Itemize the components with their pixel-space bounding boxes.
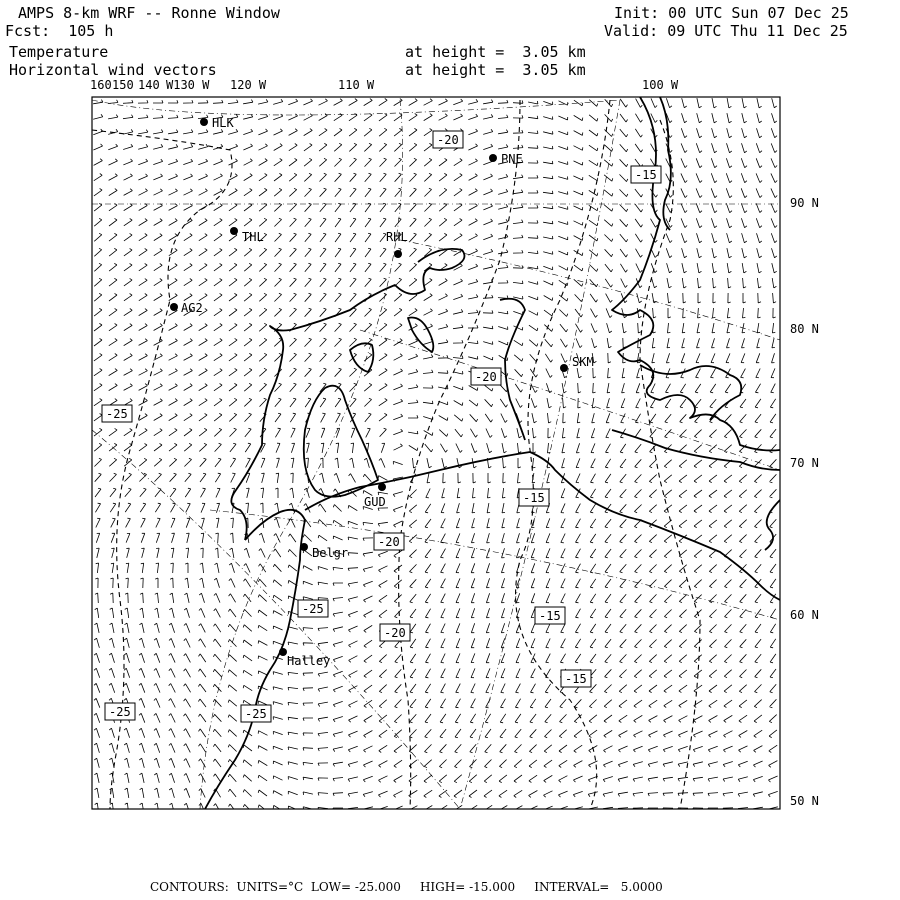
station-skm[interactable] [560, 355, 594, 372]
graticule-70n [360, 330, 780, 470]
contour-label-c12 [241, 705, 271, 722]
graticule-arc-1 [92, 100, 620, 115]
lat-label-60: 60 N [790, 608, 819, 622]
contour-labels [102, 131, 661, 722]
svg-text:-20: -20 [437, 133, 459, 147]
contour-label-c1 [433, 131, 463, 148]
svg-text:-15: -15 [565, 672, 587, 686]
wind-barbs [93, 98, 778, 813]
wind-vector-field [93, 98, 778, 813]
svg-text:-15: -15 [523, 491, 545, 505]
field-temperature: Temperature [9, 43, 109, 61]
coastline-peninsula-east [612, 97, 780, 450]
lon-label-160: 160 [90, 78, 112, 92]
field-temperature-height: at height = 3.05 km [405, 43, 586, 61]
station-pne[interactable] [489, 152, 523, 166]
lat-label-70: 70 N [790, 456, 819, 470]
svg-text:-15: -15 [539, 609, 561, 623]
coastline-berkner-island [304, 386, 378, 497]
coastline-east-1 [765, 500, 780, 550]
init-time: Init: 00 UTC Sun 07 Dec 25 [614, 4, 849, 22]
svg-text:-20: -20 [475, 370, 497, 384]
contour-label-c3 [471, 368, 501, 385]
station-gud[interactable] [364, 483, 386, 509]
lat-label-80: 80 N [790, 322, 819, 336]
field-wind-height: at height = 3.05 km [405, 61, 586, 79]
lon-label-150: 150 [112, 78, 134, 92]
svg-text:PNE: PNE [501, 152, 523, 166]
meridian-110w [200, 100, 403, 809]
meridian-100w [460, 100, 620, 809]
svg-text:-20: -20 [384, 626, 406, 640]
svg-text:-25: -25 [106, 407, 128, 421]
contour-label-c10 [561, 670, 591, 687]
svg-text:HLK: HLK [212, 116, 234, 130]
graticule [92, 100, 780, 809]
lon-label-140: 140 [138, 78, 160, 92]
contour-label-c6 [374, 533, 404, 550]
lon-label-120: 120 W [230, 78, 267, 92]
svg-text:-25: -25 [109, 705, 131, 719]
graticule-80n [400, 240, 780, 340]
svg-text:-25: -25 [245, 707, 267, 721]
contour-label-c4 [102, 405, 132, 422]
station-rhl[interactable] [386, 230, 408, 258]
meridian-diag [92, 430, 460, 809]
lon-label-130: W130 W [166, 78, 210, 92]
contour-label-c8 [535, 607, 565, 624]
contour-label-c2 [631, 166, 661, 183]
svg-text:AG2: AG2 [181, 301, 203, 315]
stations [170, 116, 594, 668]
coastline-ice-shelf-north [231, 249, 464, 540]
lon-label-100: 100 W [642, 78, 679, 92]
contour-label-c11 [105, 703, 135, 720]
contour-minus20 [399, 100, 520, 809]
map-title: AMPS 8-km WRF -- Ronne Window [18, 4, 280, 22]
svg-text:Halley: Halley [287, 654, 331, 668]
contour-info-footer: CONTOURS: UNITS=°C LOW= -25.000 HIGH= -15.000 INTERVAL= 5.0000 [150, 880, 663, 894]
svg-text:Belgr: Belgr [312, 546, 349, 560]
station-ag2[interactable] [170, 301, 203, 315]
svg-text:-25: -25 [302, 602, 324, 616]
valid-time: Valid: 09 UTC Thu 11 Dec 25 [604, 22, 848, 40]
contour-label-c9 [380, 624, 410, 641]
station-halley[interactable] [279, 648, 330, 668]
contour-label-c7 [298, 600, 328, 617]
contour-label-c5 [519, 489, 549, 506]
svg-text:-15: -15 [635, 168, 657, 182]
svg-text:-20: -20 [378, 535, 400, 549]
forecast-hour: Fcst: 105 h [5, 22, 114, 40]
station-thl[interactable] [230, 227, 264, 244]
station-belgr[interactable] [300, 543, 348, 560]
field-wind: Horizontal wind vectors [9, 61, 217, 79]
lat-label-50: 50 N [790, 794, 819, 808]
svg-text:SKM: SKM [572, 355, 594, 369]
svg-text:RHL: RHL [386, 230, 408, 244]
svg-text:THL: THL [242, 230, 264, 244]
svg-text:GUD: GUD [364, 495, 386, 509]
lon-label-110: 110 W [338, 78, 375, 92]
lat-label-90: 90 N [790, 196, 819, 210]
